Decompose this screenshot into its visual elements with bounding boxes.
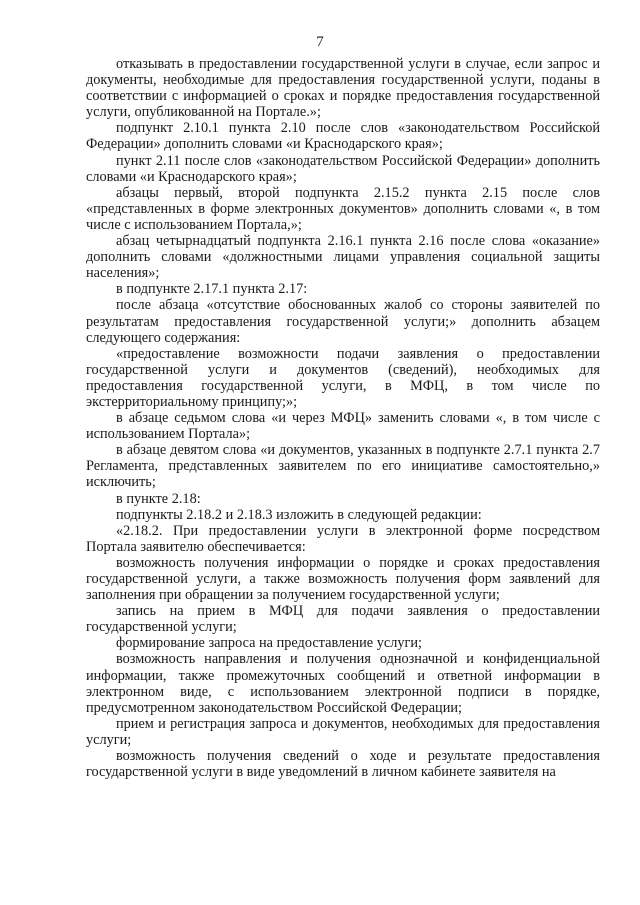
paragraph: в абзаце седьмом слова «и через МФЦ» заменить словами «, в том числе с использованием Портала»; <box>86 410 600 443</box>
paragraph: в подпункте 2.17.1 пункта 2.17: <box>116 281 308 298</box>
paragraph: возможность направления и получения однозначной и конфиденциальной информации, также промежуточных сообщений и ответной информации в электронном виде, с использованием электронной подписи в порядке, предусмотренном законодательством Российской Федерации; <box>86 651 600 716</box>
paragraph: подпункты 2.18.2 и 2.18.3 изложить в следующей редакции: <box>116 506 482 523</box>
paragraph: абзацы первый, второй подпункта 2.15.2 пункта 2.15 после слов «представленных в форме электронных документов» дополнить словами «, в том числе с использованием Портала,»; <box>86 184 600 233</box>
paragraph: подпункт 2.10.1 пункта 2.10 после слов «законодательством Российской Федерации» дополнить словами «и Краснодарского края»; <box>86 120 600 153</box>
document-body <box>86 56 600 780</box>
page-number: 7 <box>316 34 324 50</box>
paragraph: пункт 2.11 после слов «законодательством Российской Федерации» дополнить словами «и Краснодарского края»; <box>86 152 600 185</box>
paragraph: в пункте 2.18: <box>116 490 201 507</box>
paragraph: запись на прием в МФЦ для подачи заявления о предоставлении государственной услуги; <box>86 603 600 636</box>
paragraph: прием и регистрация запроса и документов, необходимых для предоставления услуги; <box>86 715 600 748</box>
paragraph: в абзаце девятом слова «и документов, указанных в подпункте 2.7.1 пункта 2.7 Регламента, представленных заявителем по его инициативе самостоятельно,» исключить; <box>86 442 600 491</box>
paragraph: возможность получения сведений о ходе и результате предоставления государственной услуги в виде уведомлений в личном кабинете заявителя на <box>86 748 600 781</box>
paragraph: формирование запроса на предоставление услуги; <box>116 635 422 652</box>
paragraph: абзац четырнадцатый подпункта 2.16.1 пункта 2.16 после слова «оказание» дополнить словами «должностными лицами управления социальной защиты населения»; <box>86 233 600 282</box>
paragraph: «2.18.2. При предоставлении услуги в электронной форме посредством Портала заявителю обеспечивается: <box>86 522 600 555</box>
paragraph: возможность получения информации о порядке и сроках предоставления государственной услуги, а также возможность получения форм заявлений для заполнения при обращении за получением государственной услуги; <box>86 554 600 604</box>
paragraph: после абзаца «отсутствие обоснованных жалоб со стороны заявителей по результатам предоставления государственной услуги;» дополнить абзацем следующего содержания: <box>86 297 600 346</box>
paragraph: «предоставление возможности подачи заявления о предоставлении государственной услуги и документов (сведений), необходимых для предоставления государственной услуги, в МФЦ, в том числе по экстерриториальному принципу;»; <box>86 345 600 410</box>
paragraph: отказывать в предоставлении государственной услуги в случае, если запрос и документы, необходимые для предоставления государственной услуги, поданы в соответствии с информацией о сроках и порядке предоставления государственной услуги, опубликованной на Портале.»; <box>86 56 600 121</box>
